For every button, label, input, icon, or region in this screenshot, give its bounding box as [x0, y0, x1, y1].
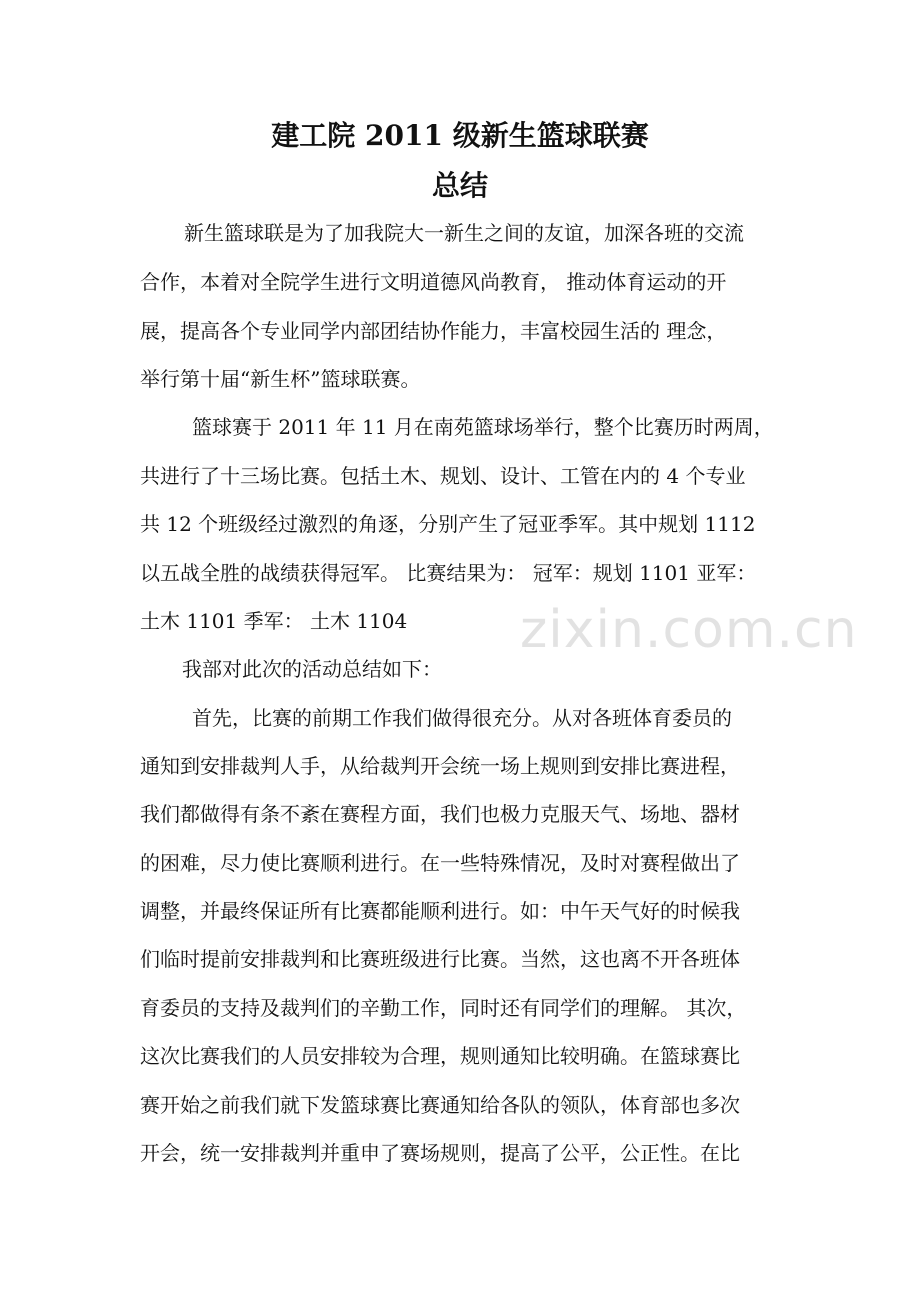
paragraph-line: 通知到安排裁判人手，从给裁判开会统一场上规则到安排比赛进程， [140, 754, 740, 778]
watermark: zixin.com.cn [520, 600, 858, 660]
paragraph-line: 举行第十届“新生杯”篮球联赛。 [140, 367, 421, 391]
paragraph-line: 共 12 个班级经过激烈的角逐，分别产生了冠亚季军。其中规划 1112 [140, 512, 756, 536]
paragraph-line: 展，提高各个专业同学内部团结协作能力，丰富校园生活的 理念， [140, 319, 727, 343]
document-title: 建工院 2011 级新生篮球联赛 [271, 119, 649, 152]
paragraph-line: 首先，比赛的前期工作我们做得很充分。从对各班体育委员的 [192, 706, 732, 730]
paragraph-line: 合作，本着对全院学生进行文明道德风尚教育， 推动体育运动的开 [140, 270, 727, 294]
paragraph-line: 这次比赛我们的人员安排较为合理，规则通知比较明确。在篮球赛比 [140, 1044, 740, 1068]
document-subtitle: 总结 [431, 169, 488, 202]
paragraph-line: 我部对此次的活动总结如下： [182, 657, 442, 681]
paragraph-line: 育委员的支持及裁判们的辛勤工作，同时还有同学们的理解。 其次， [140, 996, 747, 1020]
paragraph-line: 调整，并最终保证所有比赛都能顺利进行。如：中午天气好的时候我 [140, 899, 740, 923]
paragraph-line: 共进行了十三场比赛。包括土木、规划、设计、工管在内的 4 个专业 [140, 464, 746, 488]
paragraph-line: 土木 1101 季军： 土木 1104 [140, 609, 408, 633]
paragraph-line: 们临时提前安排裁判和比赛班级进行比赛。当然，这也离不开各班体 [140, 947, 740, 971]
paragraph-line: 新生篮球联是为了加我院大一新生之间的友谊，加深各班的交流 [184, 221, 744, 245]
paragraph-line: 篮球赛于 2011 年 11 月在南苑篮球场举行，整个比赛历时两周， [192, 415, 774, 439]
paragraph-line: 开会，统一安排裁判并重申了赛场规则，提高了公平，公正性。在比 [140, 1141, 740, 1165]
paragraph-line: 的困难，尽力使比赛顺利进行。在一些特殊情况，及时对赛程做出了 [140, 851, 740, 875]
paragraph-line: 赛开始之前我们就下发篮球赛比赛通知给各队的领队，体育部也多次 [140, 1093, 740, 1117]
paragraph-line: 以五战全胜的战绩获得冠军。 比赛结果为： 冠军：规划 1101 亚军： [140, 561, 757, 585]
paragraph-line: 我们都做得有条不紊在赛程方面，我们也极力克服天气、场地、器材 [140, 802, 740, 826]
